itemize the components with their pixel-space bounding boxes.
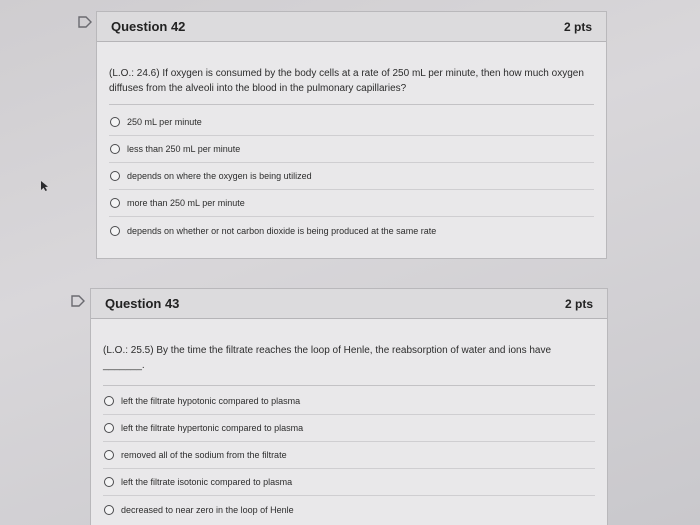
answer-label: left the filtrate hypertonic compared to plasma [121, 423, 304, 433]
answer-label: 250 mL per minute [127, 117, 202, 127]
answer-option[interactable] [103, 415, 595, 442]
answer-label: more than 250 mL per minute [127, 198, 245, 208]
answer-option[interactable] [109, 136, 594, 163]
flag-question-42-icon[interactable] [77, 15, 93, 28]
radio-button[interactable] [110, 117, 120, 127]
question-43-header [91, 289, 607, 319]
flag-question-43-icon[interactable] [70, 294, 86, 307]
answer-label: less than 250 mL per minute [127, 144, 241, 154]
question-42-points: 2 pts [563, 19, 592, 34]
radio-button[interactable] [110, 226, 120, 236]
answer-option[interactable] [103, 496, 595, 523]
radio-button[interactable] [110, 171, 120, 181]
answer-option[interactable] [109, 190, 594, 217]
answer-label: depends on whether or not carbon dioxide is being produced at the same rate [127, 225, 437, 236]
answer-option[interactable] [109, 163, 594, 190]
question-42-text: (L.O.: 24.6) If oxygen is consumed by the body cells at a rate of 250 mL per minute, then how much oxygen diffuses from the alveoli into the blood in the pulmonary capillaries? [109, 68, 584, 94]
radio-button[interactable] [110, 198, 120, 208]
question-43-text: (L.O.: 25.5) By the time the filtrate reaches the loop of Henle, the reabsorption of water and ions have _______. [103, 345, 552, 371]
question-43-points: 2 pts [564, 296, 593, 311]
question-43-title: Question 43 [105, 296, 180, 311]
radio-button[interactable] [104, 396, 114, 406]
radio-button[interactable] [104, 450, 114, 460]
question-42-title: Question 42 [111, 19, 186, 34]
question-43-answers [91, 388, 607, 523]
answer-label: left the filtrate isotonic compared to plasma [121, 477, 293, 487]
answer-option[interactable] [109, 217, 594, 244]
answer-option[interactable] [103, 442, 595, 469]
radio-button[interactable] [110, 144, 120, 154]
radio-button[interactable] [104, 423, 114, 433]
answer-label: decreased to near zero in the loop of Henle [121, 504, 294, 515]
question-42-card [96, 11, 607, 259]
mouse-pointer-icon [40, 179, 49, 197]
answer-option[interactable] [103, 388, 595, 415]
radio-button[interactable] [104, 505, 114, 515]
answer-label: left the filtrate hypotonic compared to plasma [121, 396, 301, 406]
question-43-card [90, 288, 608, 525]
answer-option[interactable] [109, 109, 594, 136]
radio-button[interactable] [104, 477, 114, 487]
answer-option[interactable] [103, 469, 595, 496]
answer-label: depends on where the oxygen is being utilized [127, 171, 312, 181]
question-42-answers [97, 109, 606, 244]
question-42-header [97, 12, 606, 42]
answer-label: removed all of the sodium from the filtrate [121, 450, 287, 460]
